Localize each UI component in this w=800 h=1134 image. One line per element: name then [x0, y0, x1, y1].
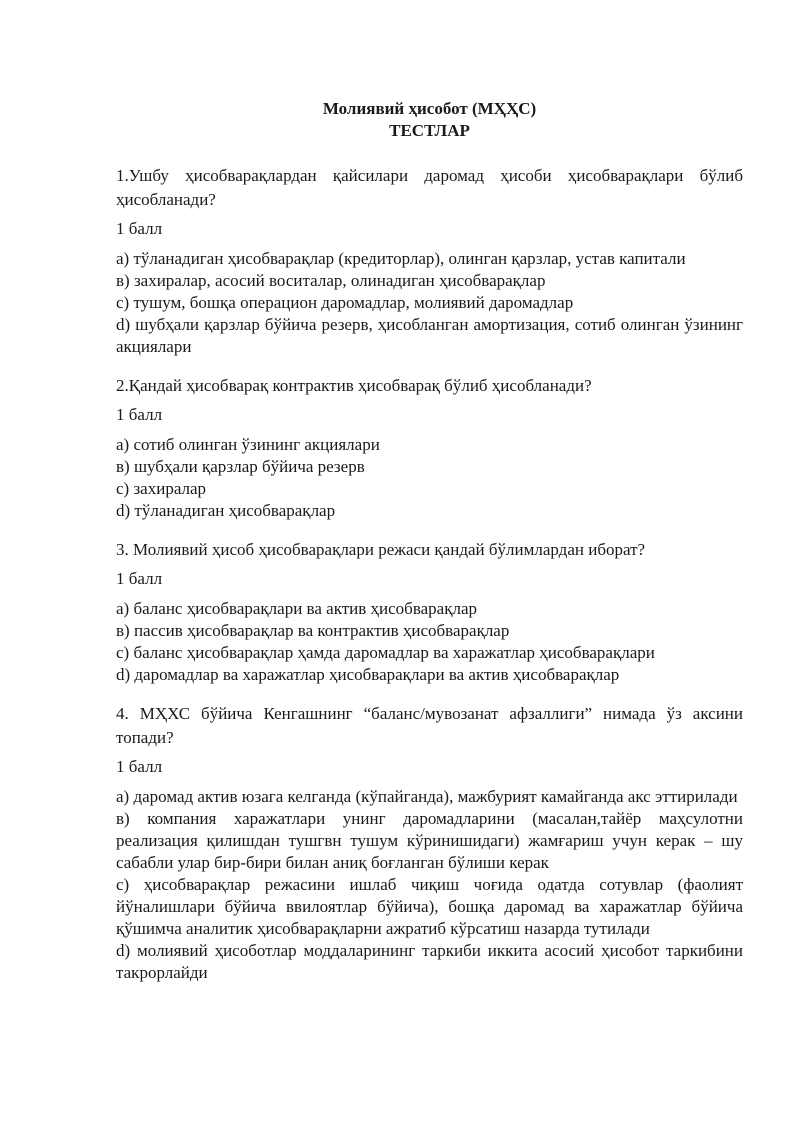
answer-option: d) тўланадиган ҳисобварақлар [116, 501, 336, 520]
answer-list [116, 598, 743, 686]
answer-option: c) захиралар [116, 479, 207, 498]
question-text: 4. МҲХС бўйича Кенгашнинг “баланс/мувозанат афзаллиги” нимада ўз аксини топади? [116, 704, 743, 747]
answer-option: d) молиявий ҳисоботлар моддаларининг таркиби иккита асосий ҳисобот таркибини такрорлайди [116, 941, 743, 982]
answer-option: в) компания харажатлари унинг даромадларини (масалан,тайёр маҳсулотни реализация қилишдан тушгвн тушум кўринишидаги) жамғариш учун керак – шу сабабли улар бир-бири билан аниқ боғланган бўлиши керак [116, 809, 743, 872]
document-subtitle: ТЕСТЛАР [389, 121, 470, 140]
question-points: 1 балл [116, 405, 163, 424]
answer-option: d) шубҳали қарзлар бўйича резерв, ҳисобланган амортизация, сотиб олинган ўзининг акциялари [116, 315, 743, 356]
question-text: 3. Молиявий ҳисоб ҳисобварақлари режаси қандай бўлимлардан иборат? [116, 540, 646, 559]
question-text: 2.Қандай ҳисобварақ контрактив ҳисобварақ бўлиб ҳисобланади? [116, 376, 592, 395]
question-1 [116, 164, 743, 358]
question-text: 1.Ушбу ҳисобварақлардан қайсилари даромад ҳисоби ҳисобварақлари бўлиб ҳисобланади? [116, 166, 743, 209]
answer-option: в) пассив ҳисобварақлар ва контрактив ҳисобварақлар [116, 621, 510, 640]
answer-option: а) тўланадиган ҳисобварақлар (кредиторлар), олинган қарзлар, устав капитали [116, 249, 686, 268]
question-3 [116, 538, 743, 686]
answer-list [116, 786, 743, 984]
answer-option: c) тушум, бошқа операцион даромадлар, молиявий даромадлар [116, 293, 574, 312]
question-4 [116, 702, 743, 984]
question-2 [116, 374, 743, 522]
answer-option: а) баланс ҳисобварақлари ва актив ҳисобварақлар [116, 599, 478, 618]
question-points: 1 балл [116, 569, 163, 588]
question-points: 1 балл [116, 219, 163, 238]
question-points: 1 балл [116, 757, 163, 776]
answer-option: d) даромадлар ва харажатлар ҳисобварақлари ва актив ҳисобварақлар [116, 665, 620, 684]
answer-option: в) захиралар, асосий воситалар, олинадиган ҳисобварақлар [116, 271, 546, 290]
answer-list [116, 248, 743, 358]
answer-option: а) сотиб олинган ўзининг акциялари [116, 435, 380, 454]
answer-option: c) баланс ҳисобварақлар ҳамда даромадлар ва харажатлар ҳисобварақлари [116, 643, 655, 662]
answer-option: c) ҳисобварақлар режасини ишлаб чиқиш чоғида одатда сотувлар (фаолият йўналишлари бўйича ввилоятлар бўйича), бошқа даромад ва харажатлар бўйича қўшимча аналитик ҳисобварақларни ажратиб кўрсатиш назарда тутилади [116, 875, 743, 938]
document-header [116, 98, 743, 142]
document-page [116, 98, 743, 1000]
answer-option: в) шубҳали қарзлар бўйича резерв [116, 457, 365, 476]
answer-list [116, 434, 743, 522]
document-title: Молиявий ҳисобот (МҲҲС) [322, 99, 537, 118]
answer-option: а) даромад актив юзага келганда (кўпайганда), мажбурият камайганда акс эттирилади [116, 787, 738, 806]
